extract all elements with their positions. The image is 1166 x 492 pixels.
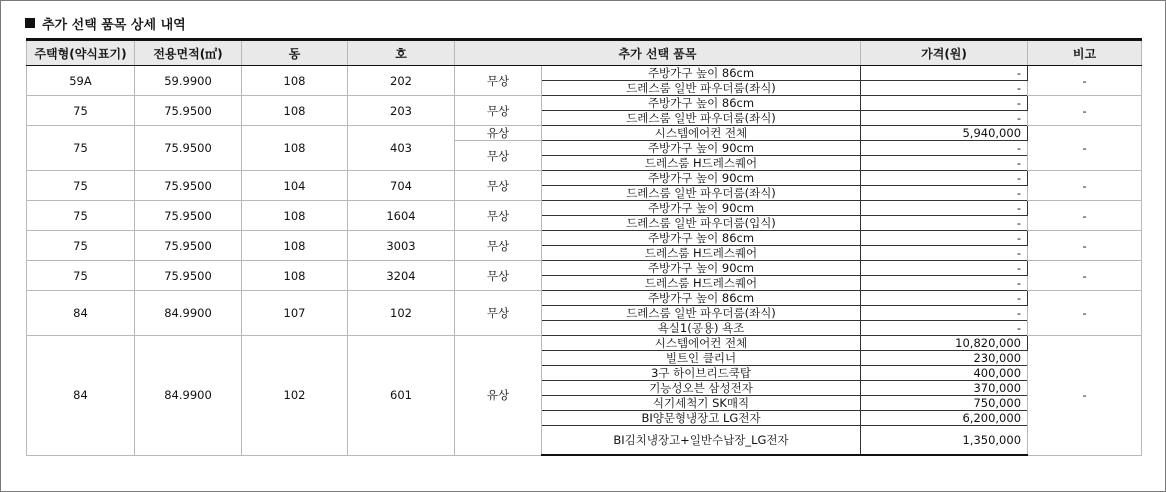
area-cell: 75.9500 xyxy=(135,96,242,126)
header-dong: 동 xyxy=(242,40,348,66)
price-cell: - xyxy=(861,306,1028,321)
note-cell: - xyxy=(1028,126,1142,171)
housing-type-cell: 75 xyxy=(27,201,135,231)
price-cell: 400,000 xyxy=(861,366,1028,381)
option-kind-cell: 무상 xyxy=(455,261,542,291)
note-cell: - xyxy=(1028,336,1142,456)
table-body xyxy=(27,66,1142,456)
option-item-cell: BI양문형냉장고 LG전자 xyxy=(542,411,861,426)
price-cell: - xyxy=(861,201,1028,216)
area-cell: 75.9500 xyxy=(135,126,242,171)
dong-cell: 104 xyxy=(242,171,348,201)
option-kind-cell: 무상 xyxy=(455,291,542,336)
price-cell: - xyxy=(861,186,1028,201)
option-item-cell: BI김치냉장고+일반수납장_LG전자 xyxy=(542,426,861,456)
note-cell: - xyxy=(1028,66,1142,96)
price-cell: 370,000 xyxy=(861,381,1028,396)
header-note: 비고 xyxy=(1028,40,1142,66)
price-cell: - xyxy=(861,216,1028,231)
option-item-cell: 3구 하이브리드쿡탑 xyxy=(542,366,861,381)
area-cell: 75.9500 xyxy=(135,201,242,231)
ho-cell: 102 xyxy=(348,291,455,336)
option-kind-cell: 유상 xyxy=(455,336,542,456)
table-row xyxy=(27,126,1142,141)
price-cell: - xyxy=(861,261,1028,276)
option-item-cell: 드레스룸 H드레스퀘어 xyxy=(542,276,861,291)
price-cell: 230,000 xyxy=(861,351,1028,366)
section-heading xyxy=(25,14,186,32)
dong-cell: 108 xyxy=(242,96,348,126)
table-row xyxy=(27,66,1142,81)
option-item-cell: 욕실1(공용) 욕조 xyxy=(542,321,861,336)
area-cell: 75.9500 xyxy=(135,231,242,261)
option-item-cell: 드레스룸 일반 파우더룸(좌식) xyxy=(542,186,861,201)
option-kind-cell: 무상 xyxy=(455,96,542,126)
option-item-cell: 주방가구 높이 90cm xyxy=(542,201,861,216)
header-housing-type: 주택형(약식표기) xyxy=(27,40,135,66)
area-cell: 59.9900 xyxy=(135,66,242,96)
housing-type-cell: 84 xyxy=(27,336,135,456)
note-cell: - xyxy=(1028,171,1142,201)
housing-type-cell: 59A xyxy=(27,66,135,96)
bullet-square-icon xyxy=(25,18,35,28)
option-item-cell: 주방가구 높이 86cm xyxy=(542,66,861,81)
note-cell: - xyxy=(1028,261,1142,291)
dong-cell: 108 xyxy=(242,66,348,96)
housing-type-cell: 75 xyxy=(27,261,135,291)
option-item-cell: 주방가구 높이 90cm xyxy=(542,141,861,156)
housing-type-cell: 75 xyxy=(27,96,135,126)
dong-cell: 108 xyxy=(242,261,348,291)
price-cell: 5,940,000 xyxy=(861,126,1028,141)
note-cell: - xyxy=(1028,201,1142,231)
table-row xyxy=(27,201,1142,216)
option-kind-cell: 무상 xyxy=(455,201,542,231)
price-cell: - xyxy=(861,66,1028,81)
option-item-cell: 주방가구 높이 90cm xyxy=(542,171,861,186)
option-item-cell: 주방가구 높이 86cm xyxy=(542,231,861,246)
price-cell: - xyxy=(861,276,1028,291)
note-cell: - xyxy=(1028,291,1142,336)
price-cell: 6,200,000 xyxy=(861,411,1028,426)
housing-type-cell: 75 xyxy=(27,231,135,261)
header-area: 전용면적(㎡) xyxy=(135,40,242,66)
price-cell: - xyxy=(861,96,1028,111)
option-kind-cell: 무상 xyxy=(455,66,542,96)
housing-type-cell: 75 xyxy=(27,171,135,201)
housing-type-cell: 75 xyxy=(27,126,135,171)
price-cell: - xyxy=(861,171,1028,186)
price-cell: - xyxy=(861,141,1028,156)
dong-cell: 107 xyxy=(242,291,348,336)
area-cell: 84.9900 xyxy=(135,336,242,456)
ho-cell: 704 xyxy=(348,171,455,201)
price-cell: - xyxy=(861,231,1028,246)
option-kind-cell: 무상 xyxy=(455,141,542,171)
price-cell: - xyxy=(861,246,1028,261)
table-row xyxy=(27,231,1142,246)
note-cell: - xyxy=(1028,231,1142,261)
housing-type-cell: 84 xyxy=(27,291,135,336)
ho-cell: 3204 xyxy=(348,261,455,291)
option-kind-cell: 유상 xyxy=(455,126,542,141)
option-item-cell: 드레스룸 일반 파우더룸(좌식) xyxy=(542,111,861,126)
section-title: 추가 선택 품목 상세 내역 xyxy=(42,17,186,33)
dong-cell: 108 xyxy=(242,231,348,261)
ho-cell: 403 xyxy=(348,126,455,171)
option-item-cell: 드레스룸 H드레스퀘어 xyxy=(542,156,861,171)
option-item-cell: 드레스룸 일반 파우더룸(좌식) xyxy=(542,306,861,321)
table-header-row xyxy=(27,40,1142,66)
option-item-cell: 주방가구 높이 90cm xyxy=(542,261,861,276)
note-cell: - xyxy=(1028,96,1142,126)
price-cell: - xyxy=(861,81,1028,96)
table-row xyxy=(27,171,1142,186)
ho-cell: 1604 xyxy=(348,201,455,231)
dong-cell: 102 xyxy=(242,336,348,456)
price-cell: - xyxy=(861,291,1028,306)
header-option-items: 추가 선택 품목 xyxy=(455,40,861,66)
dong-cell: 108 xyxy=(242,126,348,171)
option-items-table xyxy=(26,38,1142,456)
price-cell: 1,350,000 xyxy=(861,426,1028,456)
option-item-cell: 드레스룸 H드레스퀘어 xyxy=(542,246,861,261)
option-item-cell: 주방가구 높이 86cm xyxy=(542,96,861,111)
option-item-cell: 드레스룸 일반 파우더룸(좌식) xyxy=(542,81,861,96)
table-row xyxy=(27,291,1142,306)
ho-cell: 203 xyxy=(348,96,455,126)
ho-cell: 601 xyxy=(348,336,455,456)
area-cell: 75.9500 xyxy=(135,261,242,291)
ho-cell: 202 xyxy=(348,66,455,96)
option-item-cell: 시스템에어컨 전체 xyxy=(542,336,861,351)
table-row xyxy=(27,96,1142,111)
option-item-cell: 빌트인 클리너 xyxy=(542,351,861,366)
price-cell: - xyxy=(861,111,1028,126)
area-cell: 75.9500 xyxy=(135,171,242,201)
option-item-cell: 기능성오븐 삼성전자 xyxy=(542,381,861,396)
option-kind-cell: 무상 xyxy=(455,171,542,201)
option-item-cell: 주방가구 높이 86cm xyxy=(542,291,861,306)
option-item-cell: 식기세척기 SK매직 xyxy=(542,396,861,411)
option-item-cell: 드레스룸 일반 파우더룸(입식) xyxy=(542,216,861,231)
option-kind-cell: 무상 xyxy=(455,231,542,261)
dong-cell: 108 xyxy=(242,201,348,231)
header-price: 가격(원) xyxy=(861,40,1028,66)
price-cell: - xyxy=(861,156,1028,171)
area-cell: 84.9900 xyxy=(135,291,242,336)
option-item-cell: 시스템에어컨 전체 xyxy=(542,126,861,141)
table-row xyxy=(27,261,1142,276)
ho-cell: 3003 xyxy=(348,231,455,261)
price-cell: - xyxy=(861,321,1028,336)
header-ho: 호 xyxy=(348,40,455,66)
price-cell: 10,820,000 xyxy=(861,336,1028,351)
table-row xyxy=(27,336,1142,351)
price-cell: 750,000 xyxy=(861,396,1028,411)
